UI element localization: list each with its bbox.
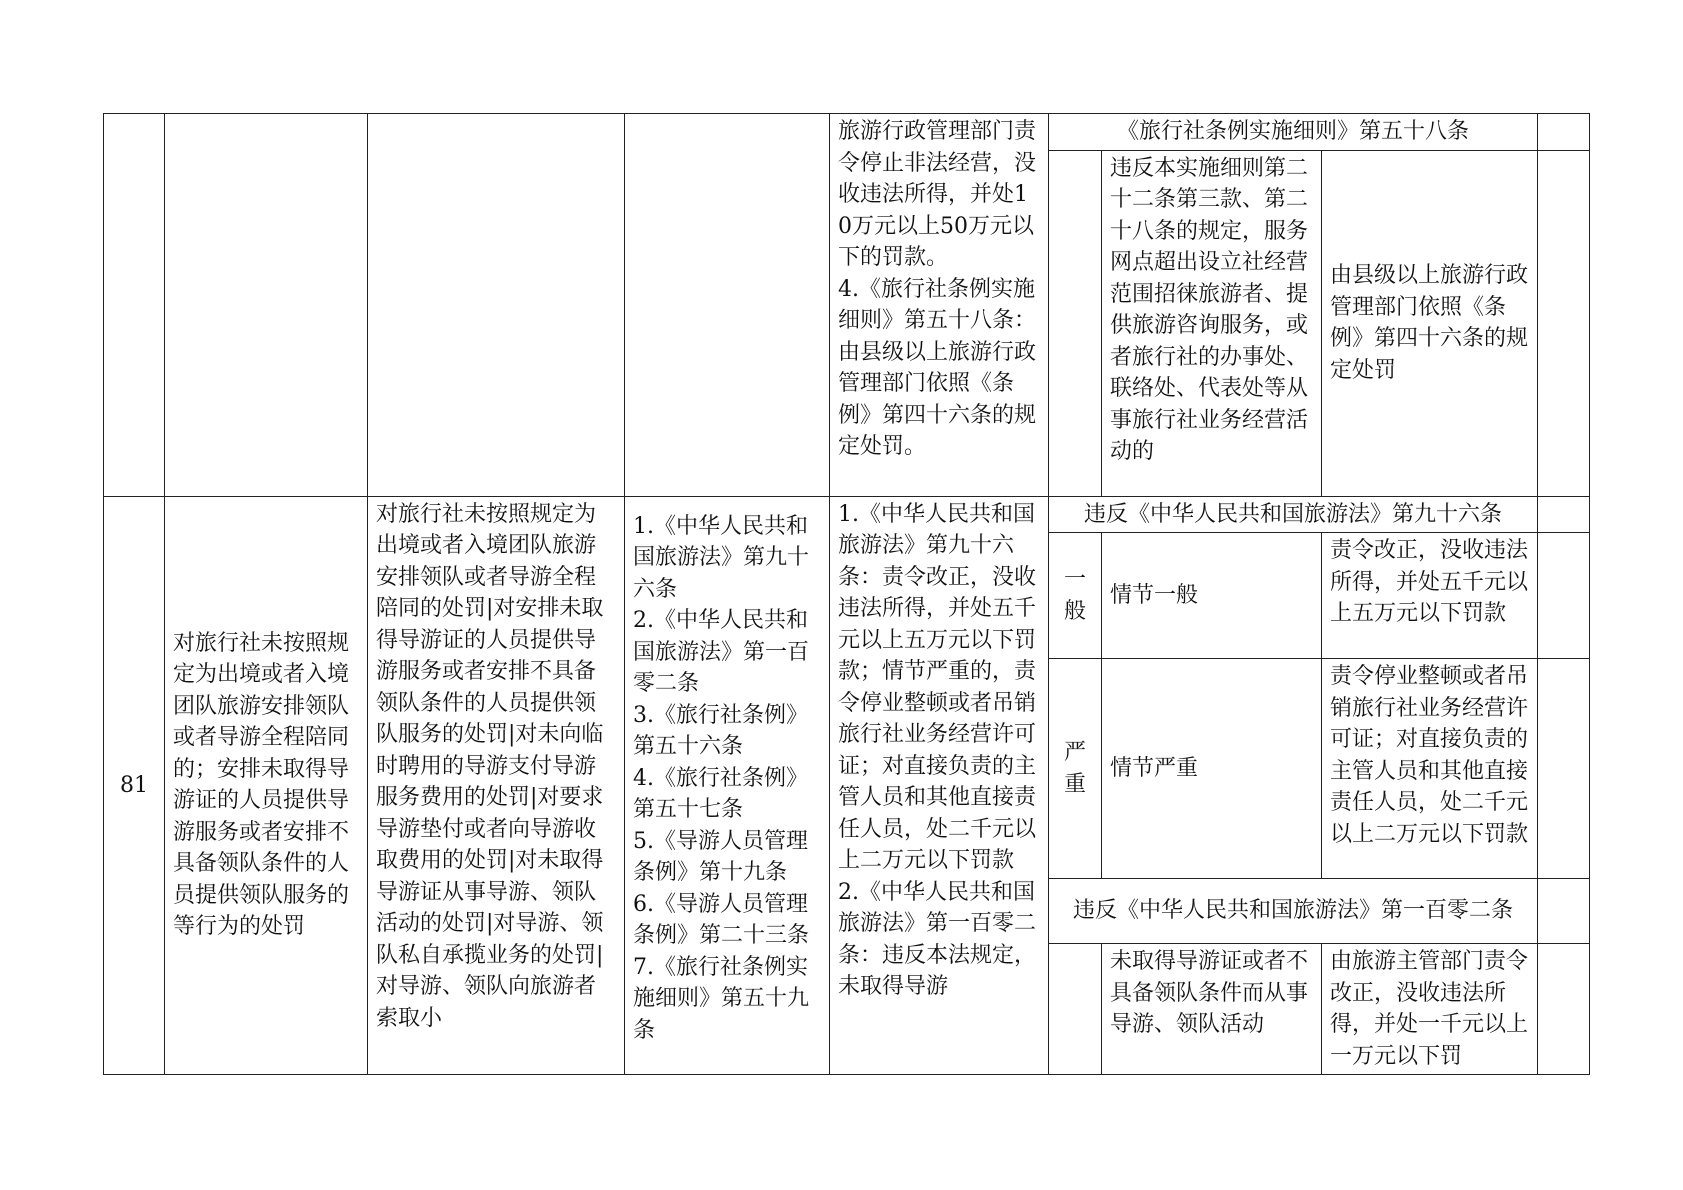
legal-refs-cell-empty [625, 114, 830, 497]
remark-cell-empty [1538, 496, 1590, 533]
penalty-table-page [103, 113, 1589, 1075]
clause-header-96: 违反《中华人民共和国旅游法》第九十六条 [1049, 496, 1538, 533]
number-cell-empty [104, 114, 165, 497]
clause-header: 《旅行社条例实施细则》第五十八条 [1049, 114, 1538, 151]
circumstance-cell: 违反本实施细则第二十二条第三款、第二十八条的规定，服务网点超出设立社经营范围招徕旅游者、提供旅游咨询服务，或者旅行社的办事处、联络处、代表处等从事旅行社业务经营活动的 [1102, 150, 1322, 496]
remark-cell-empty [1538, 150, 1590, 496]
circumstance-general: 情节一般 [1102, 533, 1322, 659]
level-cell-empty [1049, 944, 1102, 1075]
table-row [104, 496, 1590, 533]
item-number: 81 [104, 496, 165, 1075]
legal-refs-cell: 1.《中华人民共和国旅游法》第九十六条 2.《中华人民共和国旅游法》第一百零二条 3.《旅行社条例》第五十六条 4.《旅行社条例》第五十七条 5.《导游人员管理条例》第十九条 6.《导游人员管理条例》第二十三条 7.《旅行社条例实施细则》第五十九条 [625, 496, 830, 1075]
circumstance-102: 未取得导游证或者不具备领队条件而从事导游、领队活动 [1102, 944, 1322, 1075]
sub-items-cell: 对旅行社未按照规定为出境或者入境团队旅游安排领队或者导游全程陪同的处罚|对安排未取得导游证的人员提供导游服务或者安排不具备领队条件的人员提供领队服务的处罚|对未向临时聘用的导游支付导游服务费用的处罚|对要求导游垫付或者向导游收取费用的处罚|对未取得导游证从事导游、领队活动的处罚|对导游、领队私自承揽业务的处罚|对导游、领队向旅游者索取小 [368, 496, 625, 1075]
basis-text-cell: 1.《中华人民共和国旅游法》第九十六条：责令改正，没收违法所得，并处五千元以上五万元以下罚款；情节严重的，责令停业整顿或者吊销旅行社业务经营许可证；对直接负责的主管人员和其他直接责任人员，处二千元以上二万元以下罚款 2.《中华人民共和国旅游法》第一百零二条：违反本法规定，未取得导游 [830, 496, 1049, 1075]
level-cell-empty [1049, 150, 1102, 496]
sub-items-cell-empty [368, 114, 625, 497]
remark-cell-empty [1538, 114, 1590, 151]
level-serious: 严重 [1049, 659, 1102, 879]
remark-cell-empty [1538, 879, 1590, 944]
standard-cell: 由县级以上旅游行政管理部门依照《条例》第四十六条的规定处罚 [1322, 150, 1538, 496]
remark-cell-empty [1538, 533, 1590, 659]
standard-102: 由旅游主管部门责令改正，没收违法所得，并处一千元以上一万元以下罚 [1322, 944, 1538, 1075]
standard-general: 责令改正，没收违法所得，并处五千元以上五万元以下罚款 [1322, 533, 1538, 659]
item-name-cell-empty [165, 114, 368, 497]
remark-cell-empty [1538, 659, 1590, 879]
clause-header-102: 违反《中华人民共和国旅游法》第一百零二条 [1049, 879, 1538, 944]
circumstance-serious: 情节严重 [1102, 659, 1322, 879]
table-row [104, 114, 1590, 151]
item-name-cell: 对旅行社未按照规定为出境或者入境团队旅游安排领队或者导游全程陪同的；安排未取得导游证的人员提供导游服务或者安排不具备领队条件的人员提供领队服务的等行为的处罚 [165, 496, 368, 1075]
standard-serious: 责令停业整顿或者吊销旅行社业务经营许可证；对直接负责的主管人员和其他直接责任人员，处二千元以上二万元以下罚款 [1322, 659, 1538, 879]
basis-text-cell: 旅游行政管理部门责令停止非法经营，没收违法所得，并处10万元以上50万元以下的罚款。 4.《旅行社条例实施细则》第五十八条：由县级以上旅游行政管理部门依照《条例》第四十六条的规定处罚。 [830, 114, 1049, 497]
remark-cell-empty [1538, 944, 1590, 1075]
penalty-discretion-table [103, 113, 1590, 1075]
level-general: 一般 [1049, 533, 1102, 659]
